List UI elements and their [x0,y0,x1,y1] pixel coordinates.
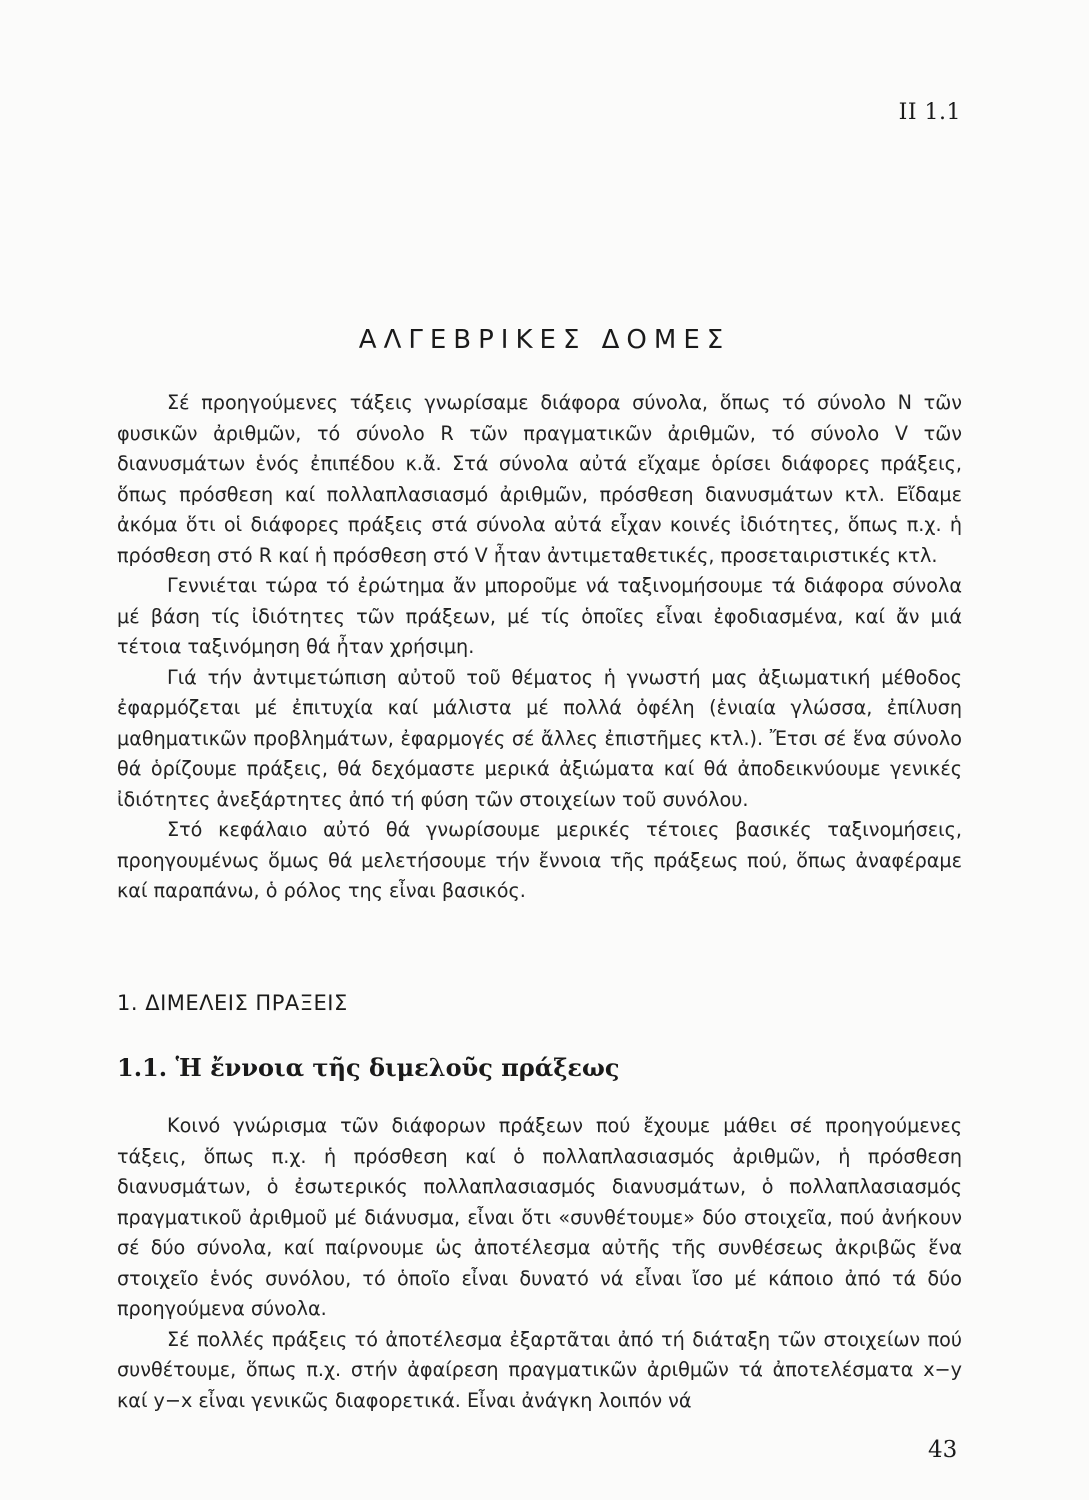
intro-paragraph-3: Γιά τήν ἀντιμετώπιση αὐτοῦ τοῦ θέματος ἡ γνωστή μας ἀξιωματική μέθοδος ἐφαρμόζεται μέ ἐπιτυχία καί μάλιστα μέ πολλά ὀφέλη (ἑνιαία γλώσσα, ἐπίλυση μαθηματικῶν προβλημάτων, ἐφαρμογές σέ ἄλλες ἐπιστῆμες κτλ.). Ἔτσι σέ ἕνα σύνολο θά ὁρίζουμε πράξεις, θά δεχόμαστε μερικά ἀξιώματα καί θά ἀποδεικνύουμε γενικές ἰδιότητες ἀνεξάρτητες ἀπό τή φύση τῶν στοιχείων τοῦ συνόλου. [117,665,962,811]
section-heading: 1. ΔΙΜΕΛΕΙΣ ΠΡΑΞΕΙΣ [117,991,348,1015]
intro-text [117,388,962,907]
subsection-paragraph-1: Κοινό γνώρισμα τῶν διάφορων πράξεων πού ἔχουμε μάθει σέ προηγούμενες τάξεις, ὅπως π.χ. ἡ πρόσθεση καί ὁ πολλαπλασιασμός ἀριθμῶν, ἡ πρόσθεση διανυσμάτων, ὁ ἐσωτερικός πολλαπλασιασμός διανυσμάτων, ὁ πολλαπλασιασμός πραγματικοῦ ἀριθμοῦ μέ διάνυσμα, εἶναι ὅτι «συνθέτουμε» δύο στοιχεῖα, πού ἀνήκουν σέ δύο σύνολα, καί παίρνουμε ὡς ἀποτέλεσμα αὐτῆς τῆς συνθέσεως ἀκριβῶς ἕνα στοιχεῖο ἑνός συνόλου, τό ὁποῖο εἶναι δυνατό νά εἶναι ἴσο μέ κάποιο ἀπό τά δύο προηγούμενα σύνολα. [117,1114,962,1320]
section-code: II 1.1 [898,100,961,125]
intro-paragraph-1: Σέ προηγούμενες τάξεις γνωρίσαμε διάφορα σύνολα, ὅπως τό σύνολο N τῶν φυσικῶν ἀριθμῶν, τό σύνολο R τῶν πραγματικῶν ἀριθμῶν, τό σύνολο V τῶν διανυσμάτων ἑνός ἐπιπέδου κ.ἄ. Στά σύνολα αὐτά εἴχαμε ὁρίσει διάφορες πράξεις, ὅπως πρόσθεση καί πολλαπλασιασμό ἀριθμῶν, πρόσθεση διανυσμάτων κτλ. Εἴδαμε ἀκόμα ὅτι οἱ διάφορες πράξεις στά σύνολα αὐτά εἶχαν κοινές ἰδιότητες, ὅπως π.χ. ἡ πρόσθεση στό R καί ἡ πρόσθεση στό V ἦταν ἀντιμεταθετικές, προσεταιριστικές κτλ. [117,391,962,567]
subsection-heading: 1.1. Ἡ ἔννοια τῆς διμελοῦς πράξεως [117,1053,620,1082]
chapter-title: ΑΛΓΕΒΡΙΚΕΣ ΔΟΜΕΣ [358,325,731,355]
subsection-text [117,1111,962,1416]
page-number: 43 [928,1437,958,1463]
intro-paragraph-2: Γεννιέται τώρα τό ἐρώτημα ἄν μποροῦμε νά ταξινομήσουμε τά διάφορα σύνολα μέ βάση τίς ἰδιότητες τῶν πράξεων, μέ τίς ὁποῖες εἶναι ἐφοδιασμένα, καί ἄν μιά τέτοια ταξινόμηση θά ἦταν χρήσιμη. [117,574,962,658]
subsection-paragraph-2: Σέ πολλές πράξεις τό ἀποτέλεσμα ἐξαρτᾶται ἀπό τή διάταξη τῶν στοιχείων πού συνθέτουμε, ὅπως π.χ. στήν ἀφαίρεση πραγματικῶν ἀριθμῶν τά ἀποτελέσματα x−y καί y−x εἶναι γενικῶς διαφορετικά. Εἶναι ἀνάγκη λοιπόν νά [117,1327,962,1412]
intro-paragraph-4: Στό κεφάλαιο αὐτό θά γνωρίσουμε μερικές τέτοιες βασικές ταξινομήσεις, προηγουμένως ὅμως θά μελετήσουμε τήν ἔννοια τῆς πράξεως πού, ὅπως ἀναφέραμε καί παραπάνω, ὁ ρόλος της εἶναι βασικός. [117,818,962,902]
